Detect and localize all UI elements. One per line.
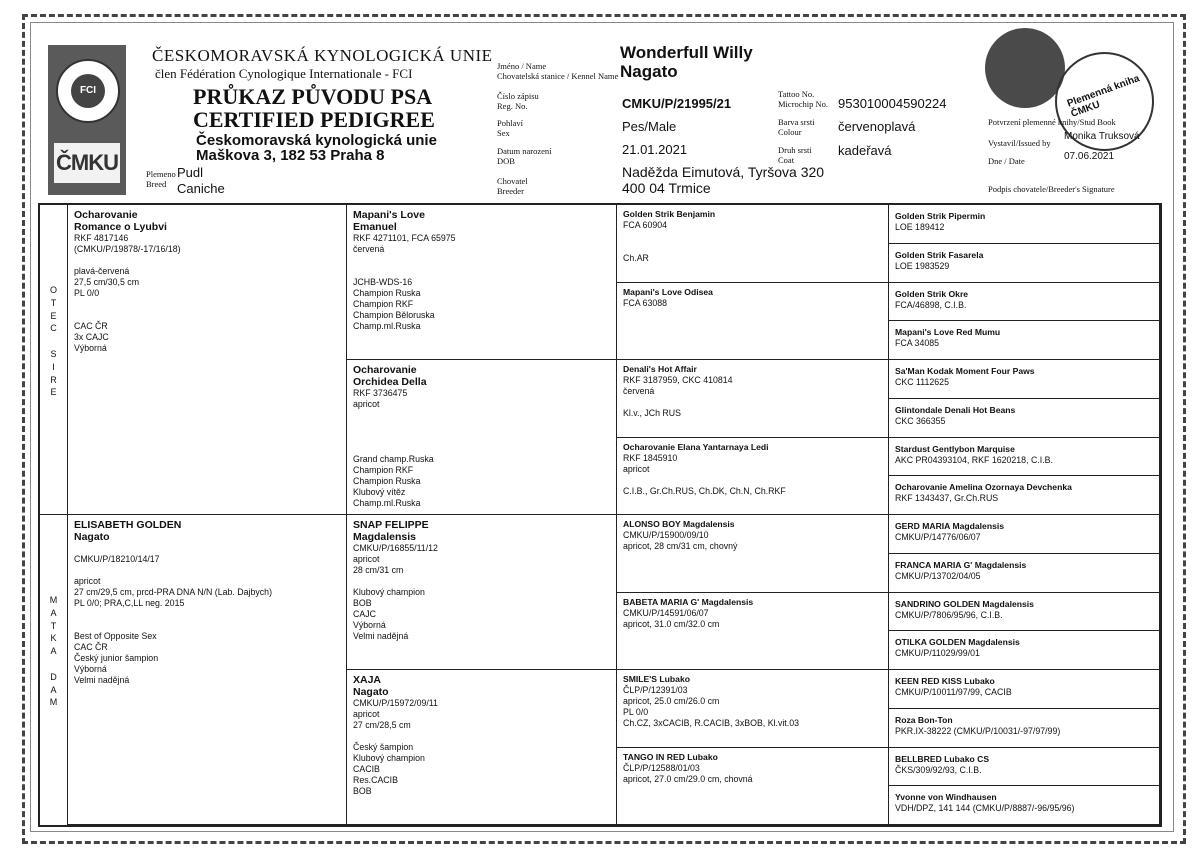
side-letter: D (50, 671, 57, 682)
ancestor-detail: Champ.ml.Ruska (353, 498, 421, 508)
sire-cell (68, 205, 347, 515)
ancestor-detail: červená (353, 244, 385, 254)
ancestor-detail: CKC 1112625 (895, 377, 949, 387)
great-great-grandparent-cell (889, 670, 1160, 709)
grandparent-cell (347, 205, 617, 360)
ancestor-detail: BOB (353, 598, 372, 608)
ancestor-detail: apricot, 27.0 cm/29.0 cm, chovná (623, 773, 753, 784)
side-letter: C (50, 323, 57, 334)
great-grandparent-cell (617, 515, 889, 593)
microchip-number: 953010004590224 (838, 96, 947, 111)
ancestor-detail: CAJC (353, 609, 376, 619)
stamp-text: Plemenná kniha ČMKU (1065, 73, 1142, 120)
sex-label-en: Sex (497, 127, 510, 138)
ancestor-detail (623, 242, 882, 253)
ancestor-detail: Kl.v., JCh RUS (623, 408, 682, 418)
side-letter: A (50, 607, 57, 618)
side-letter: R (50, 374, 57, 385)
side-letter: A (50, 684, 57, 695)
ancestor-name: Roza Bon-Ton (895, 714, 953, 725)
ancestor-detail: ČLP/P/12391/03 (623, 685, 688, 695)
breeder-signature-label: Podpis chovatele/Breeder's Signature (988, 184, 1115, 194)
side-letters (40, 515, 67, 710)
ancestor-detail (74, 299, 340, 310)
side-letters (40, 205, 67, 400)
ancestor-detail: plavá-červená (74, 266, 130, 276)
ancestor-detail: apricot, 31.0 cm/32.0 cm (623, 618, 720, 629)
ancestor-name: Golden Strik Pipermin (895, 211, 986, 221)
fci-logo-text: FCI (71, 74, 105, 108)
grandparent-cell (347, 515, 617, 670)
ancestor-name: KEEN RED KISS Lubako (895, 676, 995, 686)
ancestor-name: BELLBRED Lubako CS (895, 753, 990, 764)
great-grandparent-cell (617, 438, 889, 516)
ancestor-name: GERD MARIA Magdalensis (895, 521, 1005, 531)
great-great-grandparent-cell (889, 476, 1160, 515)
ancestor-detail: apricot (74, 576, 101, 586)
ancestor-detail: CMKU/P/15972/09/11 (353, 698, 438, 708)
ancestor-name: Mapani's Love Red Mumu (895, 327, 1001, 338)
ancestor-detail (353, 266, 610, 277)
ancestor-name: Stardust Gentlybon Marquise (895, 443, 1015, 454)
ancestor-detail: FCA 63088 (623, 297, 668, 308)
breeder-label-cz: Chovatel (497, 176, 528, 186)
ancestor-detail: CMKU/P/18210/14/17 (74, 554, 160, 564)
ancestor-detail: Klubový champion (353, 753, 425, 763)
ancestor-detail: FCA 60904 (623, 220, 668, 230)
ancestor-detail (623, 231, 882, 242)
ancestor-detail: CAC ČR (74, 642, 108, 652)
coat-label-en: Coat (778, 154, 795, 165)
ancestor-detail: VDH/DPZ, 141 144 (CMKU/P/8887/-96/95/96) (895, 803, 1075, 814)
ancestor-name: FRANCA MARIA G' Magdalensis (895, 559, 1027, 570)
name-label: Jméno / Name (497, 61, 547, 71)
dob-label-cz: Datum narození (497, 146, 552, 156)
ancestor-detail (74, 620, 340, 631)
great-great-grandparent-cell (889, 360, 1160, 399)
sex-value: Pes/Male (622, 119, 677, 134)
union-name: ČESKOMORAVSKÁ KYNOLOGICKÁ UNIE (152, 46, 493, 65)
document-title-cz: PRŮKAZ PŮVODU PSA (193, 84, 433, 109)
ancestor-detail: 27 cm/28,5 cm (353, 720, 411, 730)
ancestor-detail: FCA/46898, C.I.B. (895, 299, 967, 310)
dog-photo-stamp (985, 28, 1065, 108)
union-address-line1: Českomoravská kynologická unie (196, 132, 437, 149)
colour-label-cz: Barva srsti (778, 117, 815, 127)
date-label: Dne / Date (988, 156, 1025, 166)
ancestor-name: Golden Strik Fasarela (895, 249, 984, 260)
ancestor-detail: CMKU/P/14776/06/07 (895, 532, 981, 542)
ancestor-detail: apricot (353, 554, 380, 564)
ancestor-name: Denali's Hot Affair (623, 364, 697, 374)
ancestor-detail: 3x CAJC (74, 332, 109, 342)
ancestor-detail (74, 609, 340, 620)
breeder-label-en: Breeder (497, 185, 524, 196)
ancestor-detail: červená (623, 386, 655, 396)
ancestor-detail: RKF 1343437, Gr.Ch.RUS (895, 493, 999, 504)
dog-name: Wonderfull Willy (620, 43, 753, 62)
ancestor-name: Ocharovanie Elana Yantarnaya Ledi (623, 441, 769, 452)
ancestor-detail: CMKU/P/13702/04/05 (895, 570, 981, 581)
ancestor-detail: Champion Ruska (353, 288, 421, 298)
ancestor-detail: RKF 4817146 (74, 233, 129, 243)
ancestor-detail (353, 432, 610, 443)
ancestor-detail: apricot (353, 399, 380, 409)
ancestor-detail: Champion Ruska (353, 476, 421, 486)
great-great-grandparent-cell (889, 515, 1160, 554)
breeder-line1: Naděžda Eimutová, Tyršova 320 (622, 164, 825, 180)
coat-label (778, 146, 812, 165)
ancestor-name: Romance o Lyubvi (74, 221, 167, 233)
colour-label-en: Colour (778, 126, 802, 137)
ancestor-detail: C.I.B., Gr.Ch.RUS, Ch.DK, Ch.N, Ch.RKF (623, 485, 786, 496)
issue-date: 07.06.2021 (1064, 151, 1115, 162)
side-letter: A (50, 646, 57, 657)
ancestor-detail: apricot, 25.0 cm/26.0 cm (623, 696, 720, 706)
kennel-label: Chovatelská stanice / Kennel Name (497, 71, 619, 81)
ancestor-detail: 28 cm/31 cm (353, 565, 404, 575)
ancestor-name: Sa'Man Kodak Moment Four Paws (895, 366, 1035, 376)
ancestor-name: Orchidea Della (353, 376, 427, 388)
ancestor-detail (74, 543, 340, 554)
ancestor-detail: Ch.AR (623, 253, 649, 263)
side-letter: S (50, 348, 57, 359)
ancestor-detail: Výborná (353, 620, 386, 630)
ancestor-name: Golden Strik Okre (895, 288, 969, 299)
great-grandparent-cell (617, 205, 889, 283)
ancestor-name: Nagato (353, 686, 389, 698)
fci-membership: člen Fédération Cynologique Internationale - FCI (155, 66, 413, 81)
ancestor-detail: Champion RKF (353, 465, 414, 475)
dob-value: 21.01.2021 (622, 142, 688, 157)
ancestor-detail: CMKU/P/7806/95/96, C.I.B. (895, 609, 1003, 620)
side-letter: O (49, 285, 57, 295)
issued-by-label: Vystavil/Issued by (988, 138, 1051, 148)
ancestor-name: Glintondale Denali Hot Beans (895, 404, 1016, 415)
dam-cell (68, 515, 347, 825)
ancestor-detail: Velmi nadějná (353, 631, 409, 641)
colour-label (778, 118, 815, 137)
ancestor-detail: Velmi nadějná (74, 675, 130, 685)
great-great-grandparent-cell (889, 399, 1160, 438)
great-grandparent-cell (617, 360, 889, 438)
ancestor-detail: Klubový champion (353, 587, 425, 597)
great-grandparent-cell (617, 283, 889, 361)
ancestor-detail: apricot (353, 709, 380, 719)
ancestor-detail: Res.CACIB (353, 775, 398, 785)
ancestor-detail (623, 475, 882, 486)
ancestor-detail: CACIB (353, 764, 380, 774)
great-great-grandparent-cell (889, 205, 1160, 244)
ancestor-detail: BOB (353, 786, 372, 796)
colour-value: červenoplavá (838, 119, 916, 134)
kennel-name: Nagato (620, 62, 678, 81)
ancestor-detail: LOE 189412 (895, 222, 945, 232)
ancestor-name: Ocharovanie (353, 364, 417, 376)
side-letter (40, 659, 67, 672)
ancestor-name: BABETA MARIA G' Magdalensis (623, 596, 754, 607)
side-letter: K (50, 633, 57, 644)
ancestor-detail: apricot (623, 463, 650, 474)
side-letter: T (50, 297, 57, 308)
great-great-grandparent-cell (889, 244, 1160, 283)
ancestor-detail: ČKS/309/92/93, C.I.B. (895, 764, 982, 775)
ancestor-detail: CMKU/P/14591/06/07 (623, 607, 709, 618)
great-great-grandparent-cell (889, 593, 1160, 632)
ancestor-detail: PKR.IX-38222 (CMKU/P/10031/-97/97/99) (895, 725, 1061, 736)
breeder-line2: 400 04 Trmice (622, 180, 711, 196)
ancestor-detail (353, 443, 610, 454)
dam-side-label (40, 515, 68, 825)
ancestor-name: TANGO IN RED Lubako (623, 751, 718, 762)
side-letter: M (49, 595, 58, 605)
great-great-grandparent-cell (889, 786, 1160, 825)
grandparent-cell (347, 360, 617, 515)
ancestor-detail: FCA 34085 (895, 338, 940, 349)
ancestor-detail: PL 0/0; PRA,C,LL neg. 2015 (74, 598, 185, 608)
ancestor-name: SMILE'S Lubako (623, 674, 690, 684)
ancestor-detail: Champion Běloruska (353, 310, 435, 320)
ancestor-detail: Výborná (74, 343, 107, 353)
studbook-confirm-label: Potvrzení plemenné knihy/Stud Book (988, 117, 1116, 127)
ancestor-detail: Champ.ml.Ruska (353, 321, 421, 331)
ancestor-name: Ocharovanie (74, 209, 138, 221)
ancestor-name: SANDRINO GOLDEN Magdalensis (895, 598, 1034, 609)
tattoo-label: Tattoo No. (778, 89, 815, 99)
great-great-grandparent-cell (889, 321, 1160, 360)
ancestor-detail (353, 421, 610, 432)
ancestor-detail: Champion RKF (353, 299, 414, 309)
ancestor-detail: RKF 3736475 (353, 388, 408, 398)
side-letter: M (49, 697, 58, 708)
great-great-grandparent-cell (889, 709, 1160, 748)
ancestor-detail (74, 255, 340, 266)
reg-number: CMKU/P/21995/21 (622, 96, 732, 111)
breeder-label (497, 177, 528, 196)
great-grandparent-cell (617, 748, 889, 826)
side-letter (40, 336, 67, 349)
microchip-label (778, 90, 828, 109)
great-great-grandparent-cell (889, 283, 1160, 322)
great-great-grandparent-cell (889, 631, 1160, 670)
great-grandparent-cell (617, 593, 889, 671)
issued-by-value: Monika Truksová (1064, 131, 1140, 142)
reg-label (497, 92, 539, 111)
ancestor-detail: CMKU/P/15900/09/10 (623, 530, 709, 540)
ancestor-detail: (CMKU/P/19878/-17/16/18) (74, 244, 181, 254)
ancestor-detail: Best of Opposite Sex (74, 631, 157, 641)
ancestor-detail: Klubový vítěz (353, 487, 406, 497)
pedigree-table (38, 203, 1162, 827)
cmku-logo (48, 45, 126, 195)
document-title-en: CERTIFIED PEDIGREE (193, 107, 435, 132)
coat-label-cz: Druh srsti (778, 145, 812, 155)
great-grandparent-cell (617, 670, 889, 748)
side-letter: E (50, 310, 57, 321)
ancestor-detail: Český junior šampion (74, 653, 159, 663)
ancestor-detail: AKC PR04393104, RKF 1620218, C.I.B. (895, 454, 1053, 465)
ancestor-detail: PL 0/0 (623, 707, 649, 717)
dob-label (497, 147, 552, 166)
ancestor-detail: apricot, 28 cm/31 cm, chovný (623, 541, 738, 551)
ancestor-detail: ČLP/P/12588/01/03 (623, 762, 700, 773)
ancestor-detail: PL 0/0 (74, 288, 100, 298)
ancestor-detail (74, 565, 340, 576)
ancestor-detail: 27 cm/29,5 cm, prcd-PRA DNA N/N (Lab. Dajbych) (74, 587, 272, 597)
ancestor-detail: CMKU/P/11029/99/01 (895, 648, 980, 659)
reg-label-en: Reg. No. (497, 100, 528, 111)
ancestor-name: Ocharovanie Amelina Ozornaya Devchenka (895, 482, 1072, 493)
ancestor-name: XAJA (353, 674, 382, 686)
ancestor-name: SNAP FELIPPE (353, 519, 429, 531)
ancestor-name: Emanuel (353, 221, 397, 233)
ancestor-name: ALONSO BOY Magdalensis (623, 519, 735, 529)
ancestor-detail: CKC 366355 (895, 415, 946, 426)
ancestor-detail (353, 731, 610, 742)
ancestor-detail: RKF 3187959, CKC 410814 (623, 375, 733, 385)
side-letter: E (50, 387, 57, 398)
ancestor-name: Mapani's Love Odisea (623, 286, 713, 297)
ancestor-name: Golden Strik Benjamin (623, 209, 716, 219)
sex-label (497, 119, 523, 138)
great-great-grandparent-cell (889, 554, 1160, 593)
breed-label-cz: Plemeno (146, 169, 176, 179)
ancestor-detail (353, 576, 610, 587)
ancestor-name: OTILKA GOLDEN Magdalensis (895, 637, 1020, 648)
ancestor-detail: LOE 1983529 (895, 260, 950, 271)
microchip-label-en: Microchip No. (778, 98, 829, 109)
coat-value: kadeřavá (838, 143, 892, 158)
breed-label (146, 170, 176, 189)
ancestor-detail: 27,5 cm/30,5 cm (74, 277, 140, 287)
ancestor-detail: CMKU/P/10011/97/99, CACIB (895, 687, 1012, 697)
ancestor-detail: JCHB-WDS-16 (353, 277, 413, 287)
ancestor-name: ELISABETH GOLDEN (74, 519, 182, 531)
ancestor-detail: RKF 1845910 (623, 452, 678, 463)
sex-label-cz: Pohlaví (497, 118, 523, 128)
side-letter: T (50, 620, 57, 631)
breed-label-en: Breed (146, 178, 167, 189)
ancestor-detail (353, 410, 610, 421)
ancestor-name: Nagato (74, 531, 110, 543)
ancestor-detail: RKF 4271101, FCA 65975 (353, 233, 456, 243)
ancestor-name: Yvonne von Windhausen (895, 792, 997, 803)
ancestor-name: Mapani's Love (353, 209, 425, 221)
sire-side-label (40, 205, 68, 515)
ancestor-detail (74, 310, 340, 321)
ancestor-detail: CAC ČR (74, 321, 108, 331)
side-letter: I (52, 361, 55, 372)
fci-emblem-icon (56, 59, 120, 123)
ancestor-detail (353, 255, 610, 266)
breed-en: Caniche (177, 181, 225, 196)
breed-cz: Pudl (177, 165, 204, 180)
grandparent-cell (347, 670, 617, 825)
cmku-logo-text: ČMKU (54, 143, 120, 183)
ancestor-detail: Ch.CZ, 3xCACIB, R.CACIB, 3xBOB, Kl.vit.03 (623, 718, 799, 728)
ancestor-detail: Grand champ.Ruska (353, 454, 434, 464)
great-great-grandparent-cell (889, 748, 1160, 787)
ancestor-detail: CMKU/P/16855/11/12 (353, 543, 438, 553)
great-great-grandparent-cell (889, 438, 1160, 477)
ancestor-detail (623, 397, 882, 408)
union-address-line2: Maškova 3, 182 53 Praha 8 (196, 147, 385, 164)
ancestor-name: Magdalensis (353, 531, 417, 543)
ancestor-detail: Výborná (74, 664, 107, 674)
ancestor-detail: Český šampion (353, 742, 414, 752)
reg-label-cz: Číslo zápisu (497, 91, 539, 101)
dob-label-en: DOB (497, 155, 515, 166)
